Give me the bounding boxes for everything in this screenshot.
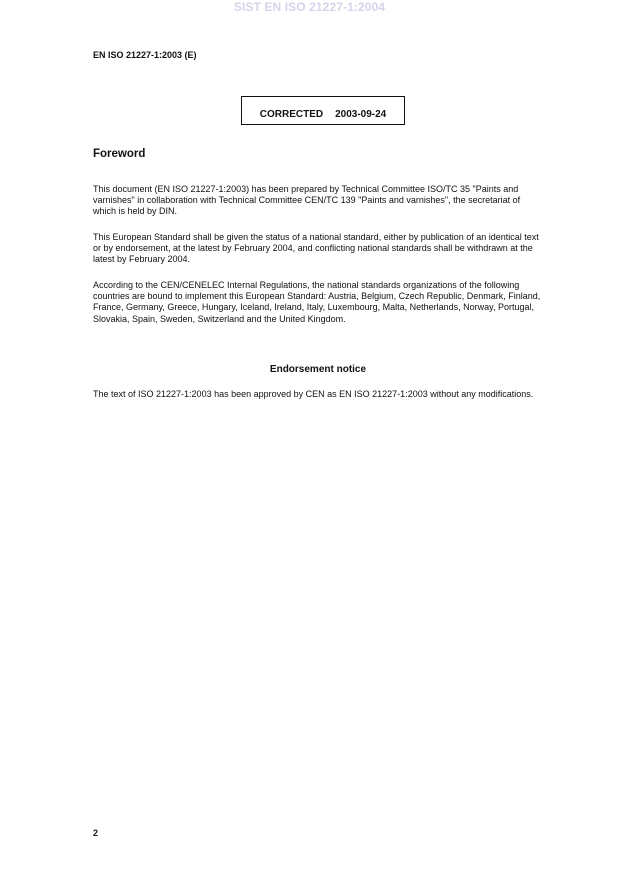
foreword-paragraph-1: This document (EN ISO 21227-1:2003) has been prepared by Technical Committee ISO/TC 35 "Paints and varnishes" in collaboration with Technical Committee CEN/TC 139 "Paints and varnishes", the secretariat of which is held by DIN.: [93, 184, 521, 217]
document-id-header: EN ISO 21227-1:2003 (E): [93, 50, 197, 60]
watermark: SIST EN ISO 21227-1:2004: [233, 0, 386, 14]
endorsement-text: The text of ISO 21227-1:2003 has been approved by CEN as EN ISO 21227-1:2003 without any modifications.: [93, 389, 534, 399]
foreword-title: Foreword: [93, 148, 146, 160]
page-number: 2: [93, 828, 99, 838]
foreword-paragraph-3: According to the CEN/CENELEC Internal Regulations, the national standards organizations of the following countries are bound to implement this European Standard: Austria, Belgium, Czech Republic, Denmark, Finland, France, Germany, Greece, Hungary, Iceland, Ireland, Italy, Luxembourg, Malta, Netherlands, Norway, Portugal, Slovakia, Spain, Sweden, Switzerland and the United Kingdom.: [93, 280, 541, 324]
corrected-date: 2003-09-24: [335, 109, 387, 120]
corrected-label: CORRECTED: [259, 109, 324, 120]
foreword-paragraph-2: This European Standard shall be given the status of a national standard, either by publication of an identical text or by endorsement, at the latest by February 2004, and conflicting national standards shall be withdrawn at the latest by February 2004.: [93, 232, 539, 265]
corrected-stamp: [241, 96, 405, 125]
endorsement-title: Endorsement notice: [269, 364, 367, 375]
